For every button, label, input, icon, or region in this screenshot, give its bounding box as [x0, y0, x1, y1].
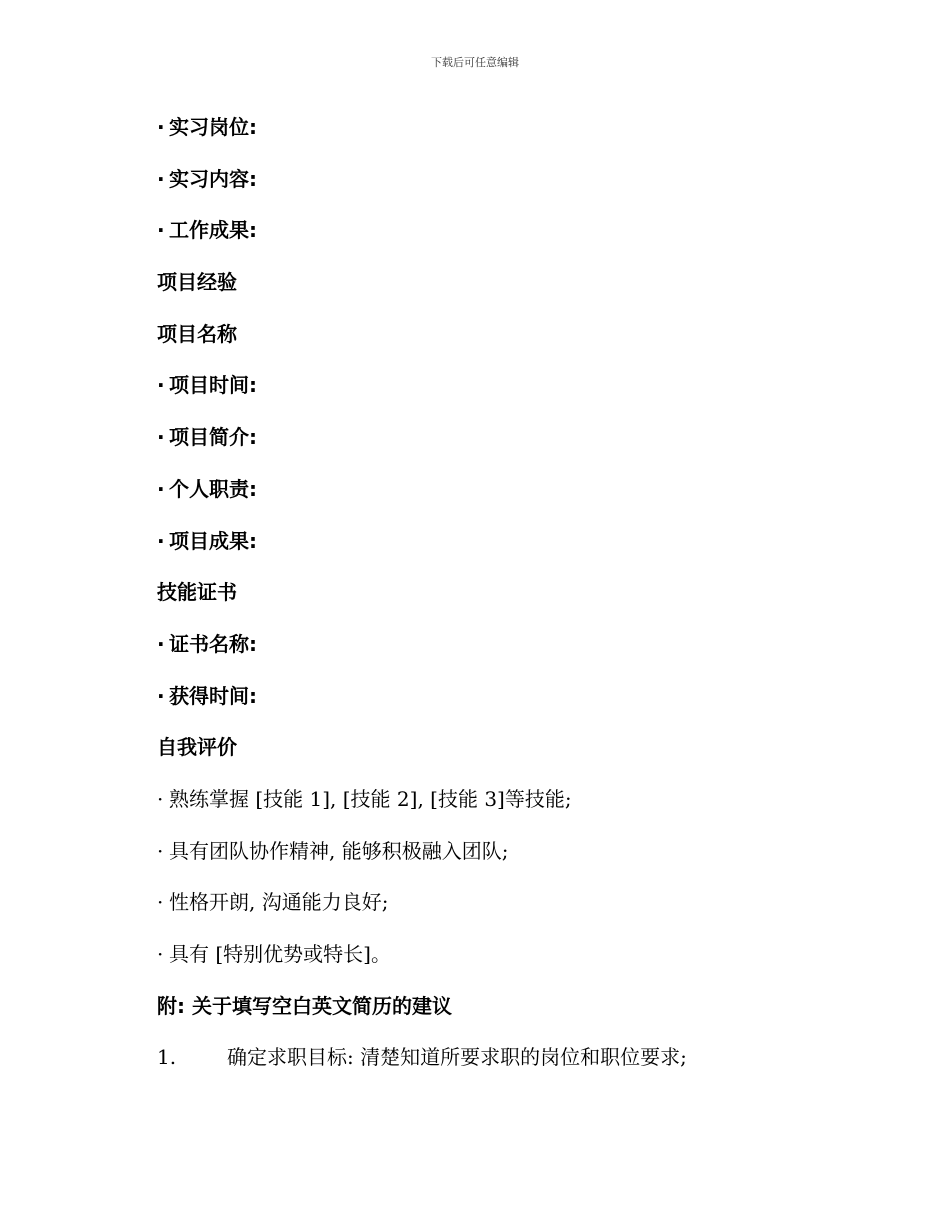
bullet-marker: ·: [157, 631, 165, 656]
bullet-item: [157, 164, 797, 216]
line-text: 项目名称: [157, 321, 237, 346]
line-text: 项目时间:: [169, 373, 257, 398]
bullet-item: [157, 474, 797, 526]
section-heading: [157, 577, 797, 629]
bullet-marker: ·: [157, 838, 164, 863]
line-text: 实习内容:: [169, 166, 257, 191]
page-header: 下载后可任意编辑: [431, 56, 519, 69]
bullet-marker: ·: [157, 166, 165, 191]
bullet-marker: ·: [157, 786, 164, 811]
bullet-marker: ·: [157, 942, 164, 966]
line-text: 项目成果:: [169, 528, 257, 553]
line-text: 项目经验: [157, 270, 237, 295]
numbered-item: [157, 1042, 797, 1094]
section-heading: [157, 732, 797, 784]
section-heading: [157, 991, 797, 1043]
bullet-item: [157, 112, 797, 164]
line-text: 证书名称:: [169, 631, 257, 656]
line-text: 附: 关于填写空白英文简历的建议: [157, 993, 452, 1018]
bullet-item: [157, 370, 797, 422]
bullet-marker: ·: [157, 683, 165, 708]
bullet-item: [157, 422, 797, 474]
bullet-item: [157, 681, 797, 733]
bullet-marker: ·: [157, 218, 165, 243]
line-text: 具有团队协作精神, 能够积极融入团队;: [169, 838, 509, 863]
bullet-marker: ·: [157, 528, 165, 553]
bullet-item: [157, 836, 797, 888]
bullet-item: [157, 887, 797, 939]
line-text: 项目简介:: [169, 425, 257, 450]
bullet-marker: ·: [157, 476, 165, 501]
line-text: 性格开朗, 沟通能力良好;: [169, 890, 389, 915]
line-text: 工作成果:: [169, 218, 257, 243]
line-text: 个人职责:: [169, 476, 257, 501]
line-text: 具有 [特别优势或特长]。: [169, 942, 391, 966]
bullet-marker: ·: [157, 115, 165, 139]
line-text: 技能证书: [157, 580, 237, 605]
bullet-marker: ·: [157, 890, 164, 915]
bullet-item: [157, 939, 797, 991]
document-body: [157, 112, 797, 1094]
bullet-item: [157, 629, 797, 681]
bullet-marker: ·: [157, 425, 165, 450]
line-text: 确定求职目标: 清楚知道所要求职的岗位和职位要求;: [227, 1045, 687, 1070]
line-text: 获得时间:: [169, 683, 257, 708]
section-heading: [157, 319, 797, 371]
bullet-marker: ·: [157, 373, 165, 398]
bullet-item: [157, 784, 797, 836]
section-heading: [157, 267, 797, 319]
item-number: 1.: [157, 1045, 177, 1070]
line-text: 熟练掌握 [技能 1], [技能 2], [技能 3]等技能;: [169, 786, 572, 811]
line-text: 实习岗位:: [169, 115, 257, 139]
line-text: 自我评价: [157, 735, 237, 760]
bullet-item: [157, 526, 797, 578]
bullet-item: [157, 215, 797, 267]
